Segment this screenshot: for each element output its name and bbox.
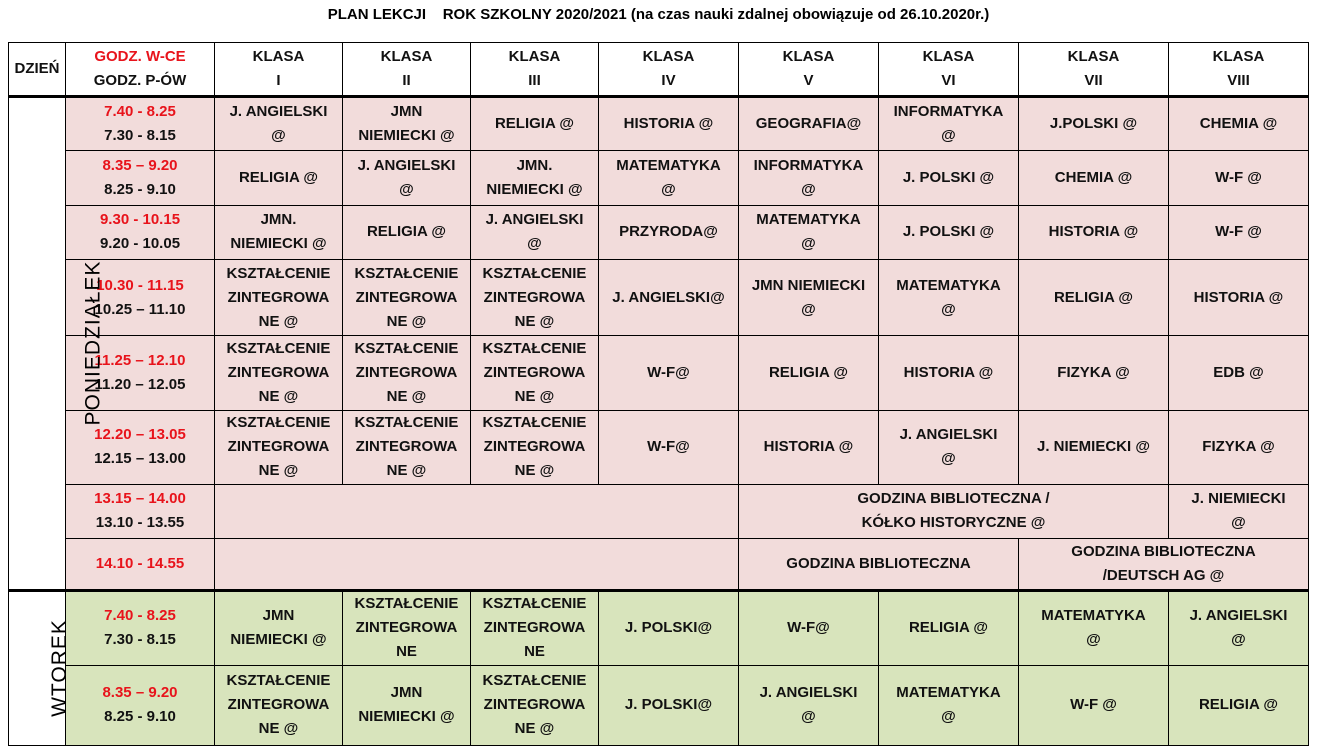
lesson-cell-class-6: J. POLSKI @ xyxy=(879,205,1019,259)
lesson-cell-class-4: HISTORIA @ xyxy=(599,97,739,151)
day-tuesday-label: WTOREK xyxy=(47,618,71,717)
lesson-cell-class-8: J. ANGIELSKI @ xyxy=(1169,591,1309,665)
lesson-cell-class-4: MATEMATYKA @ xyxy=(599,151,739,205)
lesson-cell-class-3: KSZTAŁCENIE ZINTEGROWA NE @ xyxy=(471,259,599,335)
lesson-cell-class-8: RELIGIA @ xyxy=(1169,665,1309,745)
hours-wce: 8.35 – 9.20 xyxy=(102,157,178,175)
lesson-cell-class-8: J. NIEMIECKI @ xyxy=(1169,484,1309,538)
schedule-table xyxy=(8,42,1309,746)
lesson-row xyxy=(9,336,1309,410)
header-class-8: KLASA VIII xyxy=(1169,43,1309,97)
lesson-cell-class-5: HISTORIA @ xyxy=(739,410,879,484)
lesson-cell-class-2: KSZTAŁCENIE ZINTEGROWA NE @ xyxy=(343,336,471,410)
hours-pow: 7.30 - 8.15 xyxy=(104,127,176,145)
lesson-cell-class-3: KSZTAŁCENIE ZINTEGROWA NE @ xyxy=(471,665,599,745)
lesson-cell-class-7: FIZYKA @ xyxy=(1019,336,1169,410)
lesson-cell-class-6: HISTORIA @ xyxy=(879,336,1019,410)
lesson-cell-class-1: KSZTAŁCENIE ZINTEGROWA NE @ xyxy=(215,665,343,745)
lesson-row xyxy=(9,665,1309,745)
lesson-cell-class-3: KSZTAŁCENIE ZINTEGROWA NE xyxy=(471,591,599,665)
lesson-row xyxy=(9,97,1309,151)
hours-pow: 13.10 - 13.55 xyxy=(95,514,185,532)
hours-cell xyxy=(66,205,215,259)
lesson-cell-class-2: KSZTAŁCENIE ZINTEGROWA NE @ xyxy=(343,259,471,335)
lesson-cell-class-8: W-F @ xyxy=(1169,151,1309,205)
lesson-cell-class-3: RELIGIA @ xyxy=(471,97,599,151)
header-day: DZIEŃ xyxy=(9,43,66,97)
lesson-cell-class-5: RELIGIA @ xyxy=(739,336,879,410)
lesson-row xyxy=(9,205,1309,259)
lesson-cell-class-4: J. ANGIELSKI@ xyxy=(599,259,739,335)
lesson-cell-class-3: KSZTAŁCENIE ZINTEGROWA NE @ xyxy=(471,336,599,410)
hours-pow: 8.25 - 9.10 xyxy=(104,708,176,726)
day-tuesday xyxy=(9,591,71,746)
lesson-cell-class-3: KSZTAŁCENIE ZINTEGROWA NE @ xyxy=(471,410,599,484)
lesson-cell-class-1: RELIGIA @ xyxy=(215,151,343,205)
lesson-cell-class-5: GEOGRAFIA@ xyxy=(739,97,879,151)
lesson-cell-class-1: KSZTAŁCENIE ZINTEGROWA NE @ xyxy=(215,410,343,484)
header-hours xyxy=(66,43,215,97)
hours-cell xyxy=(66,151,215,205)
lesson-cell-class-2: JMN NIEMIECKI @ xyxy=(343,665,471,745)
lesson-cell-class-1: KSZTAŁCENIE ZINTEGROWA NE @ xyxy=(215,336,343,410)
lesson-cell-class-7: J.POLSKI @ xyxy=(1019,97,1169,151)
lesson-cell-class-5: J. ANGIELSKI @ xyxy=(739,665,879,745)
header-class-7: KLASA VII xyxy=(1019,43,1169,97)
lesson-cell-class-4: J. POLSKI@ xyxy=(599,591,739,665)
header-class-4: KLASA IV xyxy=(599,43,739,97)
header-class-3: KLASA III xyxy=(471,43,599,97)
lesson-cell-class-1: JMN. NIEMIECKI @ xyxy=(215,205,343,259)
lesson-cell-class-5: W-F@ xyxy=(739,591,879,665)
header-class-1: KLASA I xyxy=(215,43,343,97)
lesson-cell-class-3: J. ANGIELSKI @ xyxy=(471,205,599,259)
hours-wce: 12.20 – 13.05 xyxy=(94,426,186,444)
lesson-cell-class-7: W-F @ xyxy=(1019,665,1169,745)
hours-cell xyxy=(66,539,215,591)
hours-wce: 14.10 - 14.55 xyxy=(95,555,185,573)
lesson-cell-class-8: W-F @ xyxy=(1169,205,1309,259)
lesson-cell-class-6: RELIGIA @ xyxy=(879,591,1019,665)
lesson-cell-class-7: MATEMATYKA @ xyxy=(1019,591,1169,665)
merged-activity-cell: GODZINA BIBLIOTECZNA / KÓŁKO HISTORYCZNE @ xyxy=(739,484,1169,538)
lesson-cell-class-7: J. NIEMIECKI @ xyxy=(1019,410,1169,484)
lesson-row xyxy=(9,484,1309,538)
hours-cell xyxy=(66,484,215,538)
lesson-cell-class-2: J. ANGIELSKI @ xyxy=(343,151,471,205)
merged-activity-cell: GODZINA BIBLIOTECZNA xyxy=(739,539,1019,591)
hours-pow: 12.15 – 13.00 xyxy=(94,450,186,468)
lesson-cell-class-4: J. POLSKI@ xyxy=(599,665,739,745)
lesson-cell-class-7: CHEMIA @ xyxy=(1019,151,1169,205)
merged-activity-cell-right: GODZINA BIBLIOTECZNA /DEUTSCH AG @ xyxy=(1019,539,1309,591)
hours-pow: 10.25 – 11.10 xyxy=(94,300,186,318)
hours-cell xyxy=(66,665,215,745)
lesson-cell-class-4: W-F@ xyxy=(599,410,739,484)
hours-pow: 9.20 - 10.05 xyxy=(99,235,181,253)
lesson-row xyxy=(9,591,1309,665)
lesson-cell-class-8: EDB @ xyxy=(1169,336,1309,410)
lesson-cell-class-2: RELIGIA @ xyxy=(343,205,471,259)
hours-pow: 7.30 - 8.15 xyxy=(104,631,176,649)
header-hours-wce: GODZ. W-CE xyxy=(94,48,186,66)
lesson-cell-class-3: JMN. NIEMIECKI @ xyxy=(471,151,599,205)
header-class-6: KLASA VI xyxy=(879,43,1019,97)
lesson-cell-class-5: INFORMATYKA @ xyxy=(739,151,879,205)
lesson-cell-class-6: J. POLSKI @ xyxy=(879,151,1019,205)
empty-cell xyxy=(215,539,739,591)
hours-wce: 9.30 - 10.15 xyxy=(99,211,181,229)
lesson-cell-class-5: JMN NIEMIECKI @ xyxy=(739,259,879,335)
lesson-cell-class-6: J. ANGIELSKI @ xyxy=(879,410,1019,484)
lesson-row xyxy=(9,539,1309,591)
lesson-cell-class-7: RELIGIA @ xyxy=(1019,259,1169,335)
hours-wce: 8.35 – 9.20 xyxy=(102,684,178,702)
lesson-cell-class-2: KSZTAŁCENIE ZINTEGROWA NE @ xyxy=(343,410,471,484)
lesson-row xyxy=(9,151,1309,205)
header-class-5: KLASA V xyxy=(739,43,879,97)
header-row xyxy=(9,43,1309,97)
lesson-cell-class-8: FIZYKA @ xyxy=(1169,410,1309,484)
hours-wce: 7.40 - 8.25 xyxy=(104,103,176,121)
hours-cell xyxy=(66,591,215,665)
hours-wce: 10.30 - 11.15 xyxy=(96,276,184,294)
lesson-cell-class-5: MATEMATYKA @ xyxy=(739,205,879,259)
hours-pow: 11.20 – 12.05 xyxy=(94,375,186,393)
lesson-cell-class-8: CHEMIA @ xyxy=(1169,97,1309,151)
day-monday xyxy=(9,97,105,591)
lesson-cell-class-6: MATEMATYKA @ xyxy=(879,665,1019,745)
hours-wce: 11.25 – 12.10 xyxy=(94,351,186,369)
lesson-row xyxy=(9,259,1309,335)
page-title: PLAN LEKCJI ROK SZKOLNY 2020/2021 (na czas nauki zdalnej obowiązuje od 26.10.2020r.) xyxy=(327,6,990,23)
lesson-cell-class-6: MATEMATYKA @ xyxy=(879,259,1019,335)
header-class-2: KLASA II xyxy=(343,43,471,97)
lesson-cell-class-2: KSZTAŁCENIE ZINTEGROWA NE xyxy=(343,591,471,665)
lesson-cell-class-1: JMN NIEMIECKI @ xyxy=(215,591,343,665)
lesson-cell-class-4: PRZYRODA@ xyxy=(599,205,739,259)
hours-wce: 7.40 - 8.25 xyxy=(104,607,176,625)
day-monday-label: PONIEDZIAŁEK xyxy=(81,260,105,426)
lesson-cell-class-4: W-F@ xyxy=(599,336,739,410)
empty-cell xyxy=(215,484,739,538)
hours-wce: 13.15 – 14.00 xyxy=(94,490,186,508)
lesson-cell-class-2: JMN NIEMIECKI @ xyxy=(343,97,471,151)
lesson-row xyxy=(9,410,1309,484)
lesson-cell-class-6: INFORMATYKA @ xyxy=(879,97,1019,151)
hours-pow: 8.25 - 9.10 xyxy=(104,181,176,199)
lesson-cell-class-1: J. ANGIELSKI @ xyxy=(215,97,343,151)
lesson-cell-class-7: HISTORIA @ xyxy=(1019,205,1169,259)
lesson-cell-class-8: HISTORIA @ xyxy=(1169,259,1309,335)
header-hours-pow: GODZ. P-ÓW xyxy=(93,72,187,90)
hours-cell xyxy=(66,97,215,151)
lesson-cell-class-1: KSZTAŁCENIE ZINTEGROWA NE @ xyxy=(215,259,343,335)
